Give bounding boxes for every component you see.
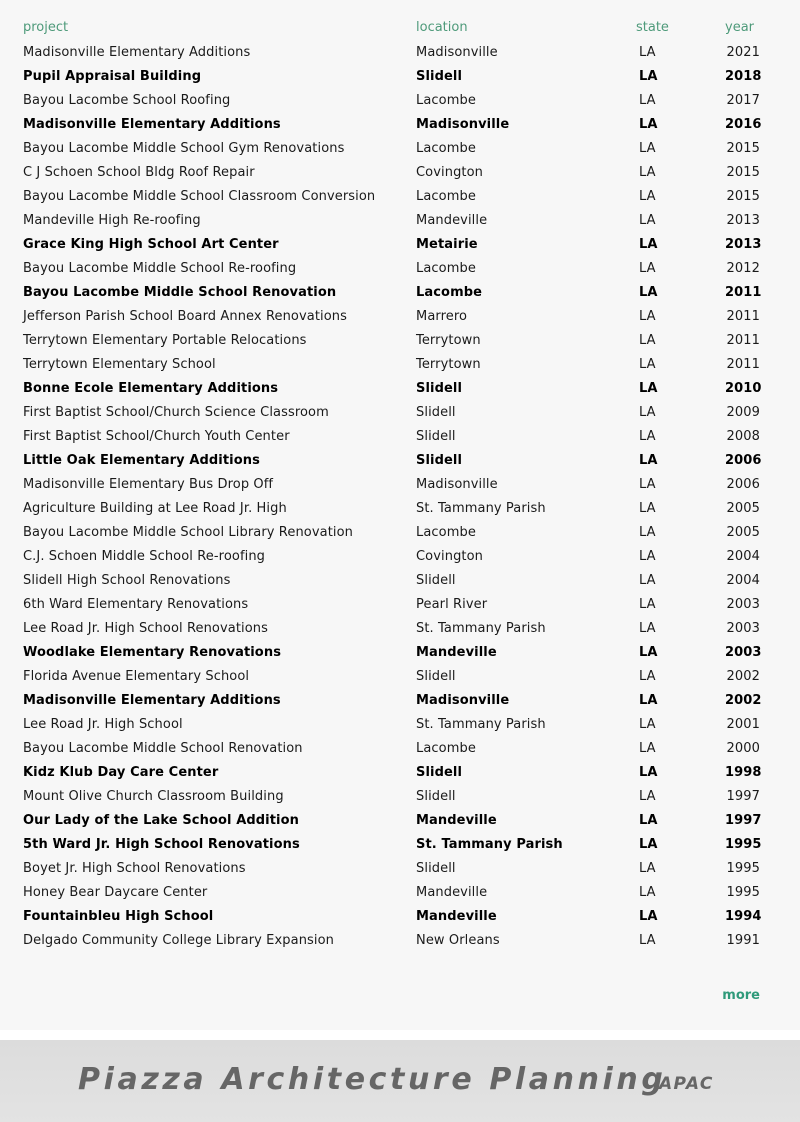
spacer: [0, 928, 23, 952]
project-cell: Lee Road Jr. High School: [23, 716, 183, 732]
location-cell: Marrero: [416, 308, 468, 324]
spacer: [0, 544, 23, 568]
project-cell: Boyet Jr. High School Renovations: [23, 860, 246, 876]
spacer: [0, 88, 23, 112]
table-row: [0, 568, 800, 592]
more-link[interactable]: more: [722, 988, 760, 1003]
table-header-row: [0, 14, 800, 40]
location-cell: St. Tammany Parish: [416, 620, 546, 636]
location-cell: Terrytown: [416, 356, 481, 372]
table-row: [0, 88, 800, 112]
project-cell: 6th Ward Elementary Renovations: [23, 596, 249, 612]
table-row: [0, 64, 800, 88]
table-row: [0, 424, 800, 448]
table-row: [0, 928, 800, 952]
location-cell: Madisonville: [416, 44, 498, 60]
year-cell: 2003: [726, 596, 760, 612]
state-cell: LA: [639, 236, 658, 252]
location-cell: Lacombe: [416, 140, 476, 156]
state-cell: LA: [639, 212, 656, 228]
spacer: [0, 160, 23, 184]
spacer: [0, 808, 23, 832]
spacer: [0, 856, 23, 880]
location-cell: St. Tammany Parish: [416, 836, 563, 852]
year-cell: 2015: [726, 140, 760, 156]
table-row: [0, 712, 800, 736]
year-cell: 2011: [726, 308, 760, 324]
state-cell: LA: [639, 572, 656, 588]
state-cell: LA: [639, 164, 656, 180]
location-cell: Slidell: [416, 668, 456, 684]
project-cell: Mount Olive Church Classroom Building: [23, 788, 284, 804]
spacer: [0, 472, 23, 496]
year-cell: 2013: [726, 212, 760, 228]
project-cell: Bayou Lacombe Middle School Gym Renovations: [23, 140, 345, 156]
table-row: [0, 136, 800, 160]
location-cell: Slidell: [416, 428, 456, 444]
project-cell: Mandeville High Re-roofing: [23, 212, 201, 228]
spacer: [0, 424, 23, 448]
project-cell: Lee Road Jr. High School Renovations: [23, 620, 269, 636]
year-cell: 2011: [726, 332, 760, 348]
table-row: [0, 160, 800, 184]
footer-banner: [0, 1040, 800, 1122]
table-row: [0, 808, 800, 832]
spacer: [0, 832, 23, 856]
year-cell: 2012: [726, 260, 760, 276]
state-cell: LA: [639, 284, 658, 300]
spacer: [0, 400, 23, 424]
year-cell: 2015: [726, 164, 760, 180]
project-cell: C J Schoen School Bldg Roof Repair: [23, 164, 255, 180]
table-row: [0, 112, 800, 136]
project-cell: Agriculture Building at Lee Road Jr. High: [23, 500, 287, 516]
location-cell: Lacombe: [416, 284, 483, 300]
project-cell: Terrytown Elementary Portable Relocations: [23, 332, 307, 348]
spacer: [0, 184, 23, 208]
year-cell: 2017: [726, 92, 760, 108]
location-cell: Slidell: [416, 572, 456, 588]
table-row: [0, 208, 800, 232]
table-row: [0, 544, 800, 568]
project-cell: Madisonville Elementary Bus Drop Off: [23, 476, 274, 492]
state-cell: LA: [639, 644, 658, 660]
spacer: [0, 64, 23, 88]
location-cell: Lacombe: [416, 188, 476, 204]
year-cell: 2006: [725, 452, 762, 468]
state-cell: LA: [639, 500, 656, 516]
project-cell: Bayou Lacombe School Roofing: [23, 92, 231, 108]
spacer: [0, 376, 23, 400]
state-cell: LA: [639, 44, 656, 60]
state-cell: LA: [639, 932, 656, 948]
location-cell: Slidell: [416, 380, 463, 396]
state-cell: LA: [639, 668, 656, 684]
spacer: [0, 736, 23, 760]
spacer: [0, 280, 23, 304]
table-row: [0, 376, 800, 400]
spacer: [0, 14, 23, 40]
project-cell: Madisonville Elementary Additions: [23, 44, 251, 60]
location-cell: Lacombe: [416, 740, 476, 756]
state-cell: LA: [639, 92, 656, 108]
project-cell: Bonne Ecole Elementary Additions: [23, 380, 279, 396]
year-cell: 2016: [725, 116, 762, 132]
state-cell: LA: [639, 452, 658, 468]
table-row: [0, 304, 800, 328]
spacer: [0, 112, 23, 136]
project-cell: First Baptist School/Church Science Classroom: [23, 404, 329, 420]
state-cell: LA: [639, 836, 658, 852]
spacer: [0, 208, 23, 232]
location-cell: Madisonville: [416, 116, 510, 132]
project-cell: C.J. Schoen Middle School Re-roofing: [23, 548, 266, 564]
year-cell: 2021: [726, 44, 760, 60]
state-cell: LA: [639, 764, 658, 780]
table-row: [0, 328, 800, 352]
column-header-year: year: [725, 19, 755, 35]
table-row: [0, 664, 800, 688]
project-cell: Grace King High School Art Center: [23, 236, 279, 252]
state-cell: LA: [639, 596, 656, 612]
project-cell: Madisonville Elementary Additions: [23, 692, 281, 708]
location-cell: Slidell: [416, 68, 463, 84]
project-cell: Bayou Lacombe Middle School Re-roofing: [23, 260, 297, 276]
table-row: [0, 496, 800, 520]
spacer: [0, 904, 23, 928]
year-cell: 2002: [726, 668, 760, 684]
spacer: [0, 352, 23, 376]
year-cell: 2008: [726, 428, 760, 444]
table-row: [0, 472, 800, 496]
project-cell: Madisonville Elementary Additions: [23, 116, 281, 132]
table-row: [0, 400, 800, 424]
location-cell: Pearl River: [416, 596, 488, 612]
project-cell: First Baptist School/Church Youth Center: [23, 428, 290, 444]
spacer: [0, 568, 23, 592]
project-cell: Little Oak Elementary Additions: [23, 452, 260, 468]
location-cell: Lacombe: [416, 260, 476, 276]
location-cell: Mandeville: [416, 812, 497, 828]
project-cell: Woodlake Elementary Renovations: [23, 644, 282, 660]
state-cell: LA: [639, 260, 656, 276]
spacer: [0, 520, 23, 544]
state-cell: LA: [639, 692, 658, 708]
state-cell: LA: [639, 476, 656, 492]
state-cell: LA: [639, 380, 658, 396]
project-cell: 5th Ward Jr. High School Renovations: [23, 836, 300, 852]
column-header-location: location: [416, 19, 468, 35]
project-cell: Kidz Klub Day Care Center: [23, 764, 219, 780]
project-cell: Our Lady of the Lake School Addition: [23, 812, 299, 828]
location-cell: Terrytown: [416, 332, 481, 348]
state-cell: LA: [639, 332, 656, 348]
table-row: [0, 184, 800, 208]
spacer: [0, 448, 23, 472]
location-cell: Slidell: [416, 788, 456, 804]
location-cell: Madisonville: [416, 692, 510, 708]
table-row: [0, 640, 800, 664]
column-header-state: state: [636, 19, 669, 35]
state-cell: LA: [639, 620, 656, 636]
state-cell: LA: [639, 428, 656, 444]
table-row: [0, 520, 800, 544]
spacer: [0, 760, 23, 784]
project-cell: Bayou Lacombe Middle School Classroom Conversion: [23, 188, 376, 204]
year-cell: 2010: [725, 380, 762, 396]
spacer: [0, 592, 23, 616]
table-row: [0, 904, 800, 928]
state-cell: LA: [639, 188, 656, 204]
year-cell: 1991: [726, 932, 760, 948]
firm-name: Piazza Architecture Planning: [78, 1062, 667, 1097]
projects-table: [0, 14, 800, 952]
location-cell: Slidell: [416, 764, 463, 780]
location-cell: Slidell: [416, 452, 463, 468]
table-row: [0, 880, 800, 904]
state-cell: LA: [639, 548, 656, 564]
location-cell: Metairie: [416, 236, 478, 252]
year-cell: 2013: [725, 236, 762, 252]
state-cell: LA: [639, 860, 656, 876]
project-cell: Terrytown Elementary School: [23, 356, 216, 372]
table-row: [0, 688, 800, 712]
year-cell: 1998: [725, 764, 762, 780]
spacer: [0, 40, 23, 64]
location-cell: Mandeville: [416, 908, 497, 924]
year-cell: 1995: [725, 836, 762, 852]
project-cell: Jefferson Parish School Board Annex Renovations: [23, 308, 348, 324]
state-cell: LA: [639, 884, 656, 900]
table-row: [0, 736, 800, 760]
table-row: [0, 280, 800, 304]
project-cell: Pupil Appraisal Building: [23, 68, 202, 84]
year-cell: 2005: [726, 500, 760, 516]
table-row: [0, 856, 800, 880]
year-cell: 2004: [726, 572, 760, 588]
state-cell: LA: [639, 740, 656, 756]
table-row: [0, 256, 800, 280]
year-cell: 2018: [725, 68, 762, 84]
year-cell: 2011: [726, 356, 760, 372]
spacer: [0, 784, 23, 808]
year-cell: 1995: [726, 884, 760, 900]
state-cell: LA: [639, 356, 656, 372]
spacer: [0, 688, 23, 712]
state-cell: LA: [639, 68, 658, 84]
location-cell: Covington: [416, 164, 484, 180]
state-cell: LA: [639, 404, 656, 420]
location-cell: St. Tammany Parish: [416, 500, 546, 516]
spacer: [0, 136, 23, 160]
project-cell: Slidell High School Renovations: [23, 572, 231, 588]
location-cell: Mandeville: [416, 644, 497, 660]
location-cell: Slidell: [416, 404, 456, 420]
project-cell: Honey Bear Daycare Center: [23, 884, 208, 900]
year-cell: 2011: [725, 284, 762, 300]
table-row: [0, 760, 800, 784]
year-cell: 2003: [725, 644, 762, 660]
table-row: [0, 232, 800, 256]
project-cell: Bayou Lacombe Middle School Library Renovation: [23, 524, 354, 540]
location-cell: Lacombe: [416, 524, 476, 540]
year-cell: 2003: [726, 620, 760, 636]
location-cell: New Orleans: [416, 932, 500, 948]
year-cell: 1997: [725, 812, 762, 828]
table-row: [0, 352, 800, 376]
table-row: [0, 784, 800, 808]
project-cell: Bayou Lacombe Middle School Renovation: [23, 740, 303, 756]
spacer: [0, 256, 23, 280]
year-cell: 2000: [726, 740, 760, 756]
spacer: [0, 304, 23, 328]
spacer: [0, 328, 23, 352]
location-cell: St. Tammany Parish: [416, 716, 546, 732]
year-cell: 1997: [726, 788, 760, 804]
year-cell: 2004: [726, 548, 760, 564]
table-row: [0, 40, 800, 64]
table-row: [0, 616, 800, 640]
column-header-project: project: [23, 19, 69, 35]
state-cell: LA: [639, 140, 656, 156]
spacer: [0, 232, 23, 256]
year-cell: 2009: [726, 404, 760, 420]
year-cell: 2002: [725, 692, 762, 708]
location-cell: Covington: [416, 548, 484, 564]
state-cell: LA: [639, 308, 656, 324]
state-cell: LA: [639, 908, 658, 924]
location-cell: Madisonville: [416, 476, 498, 492]
location-cell: Slidell: [416, 860, 456, 876]
table-row: [0, 592, 800, 616]
spacer: [0, 496, 23, 520]
spacer: [0, 616, 23, 640]
project-cell: Florida Avenue Elementary School: [23, 668, 250, 684]
table-row: [0, 448, 800, 472]
year-cell: 2015: [726, 188, 760, 204]
project-cell: Fountainbleu High School: [23, 908, 214, 924]
spacer: [0, 880, 23, 904]
state-cell: LA: [639, 716, 656, 732]
firm-abbreviation: APAC: [659, 1074, 714, 1094]
spacer: [0, 664, 23, 688]
state-cell: LA: [639, 116, 658, 132]
location-cell: Mandeville: [416, 212, 488, 228]
spacer: [0, 640, 23, 664]
year-cell: 2006: [726, 476, 760, 492]
project-cell: Bayou Lacombe Middle School Renovation: [23, 284, 337, 300]
location-cell: Lacombe: [416, 92, 476, 108]
state-cell: LA: [639, 788, 656, 804]
table-row: [0, 832, 800, 856]
state-cell: LA: [639, 524, 656, 540]
project-cell: Delgado Community College Library Expansion: [23, 932, 335, 948]
location-cell: Mandeville: [416, 884, 488, 900]
year-cell: 2001: [726, 716, 760, 732]
year-cell: 2005: [726, 524, 760, 540]
year-cell: 1995: [726, 860, 760, 876]
spacer: [0, 712, 23, 736]
state-cell: LA: [639, 812, 658, 828]
year-cell: 1994: [725, 908, 762, 924]
